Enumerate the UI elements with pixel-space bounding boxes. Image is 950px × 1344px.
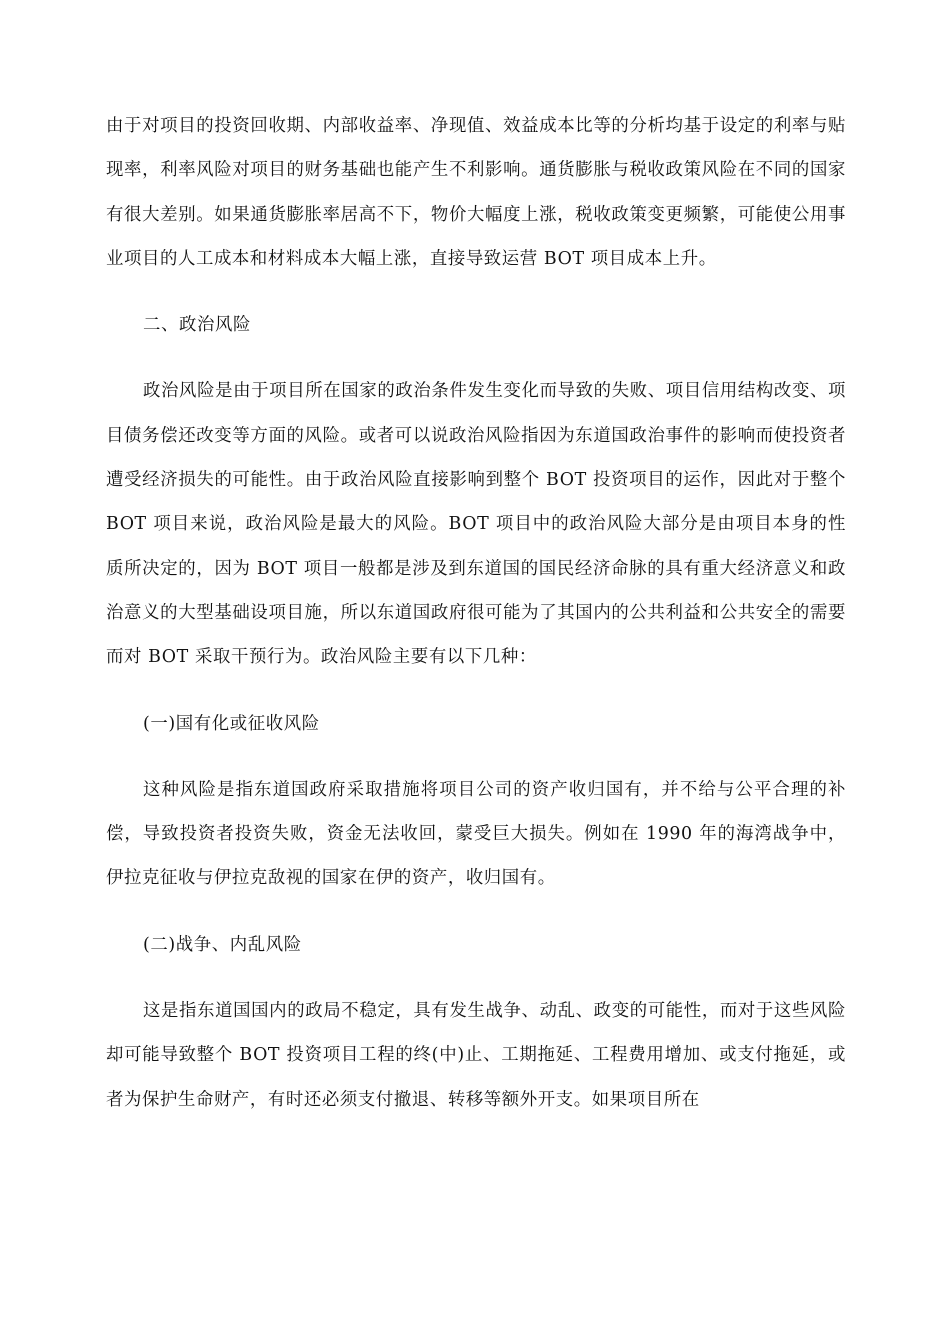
document-body bbox=[106, 104, 846, 1122]
subheading-war-unrest-risk: (二)战争、内乱风险 bbox=[143, 934, 302, 955]
section-heading-political-risk: 二、政治风险 bbox=[143, 315, 251, 336]
paragraph-nationalization-risk: 这种风险是指东道国政府采取措施将项目公司的资产收归国有，并不给与公平合理的补偿，导致投资者投资失败，资金无法收回，蒙受巨大损失。例如在 1990 年的海湾战争中，伊拉克征收与伊拉克敌视的国家在伊的资产，收归国有。 bbox=[106, 779, 846, 889]
paragraph-war-unrest-risk: 这是指东道国国内的政局不稳定，具有发生战争、动乱、政变的可能性，而对于这些风险却可能导致整个 BOT 投资项目工程的终(中)止、工期拖延、工程费用增加、或支付拖延，或者为保护生命财产，有时还必须支付撤退、转移等额外开支。如果项目所在 bbox=[106, 1001, 846, 1110]
paragraph-political-risk-definition: 政治风险是由于项目所在国家的政治条件发生变化而导致的失败、项目信用结构改变、项目债务偿还改变等方面的风险。或者可以说政治风险指因为东道国政治事件的影响而使投资者遭受经济损失的可能性。由于政治风险直接影响到整个 BOT 投资项目的运作，因此对于整个 BOT 项目来说，政治风险是最大的风险。BOT 项目中的政治风险大部分是由项目本身的性质所决定的，因为 BOT 项目一般都是涉及到东道国的国民经济命脉的具有重大经济意义和政治意义的大型基础设项目施，所以东道国政府很可能为了其国内的公共利益和公共安全的需要而对 BOT 采取干预行为。政治风险主要有以下几种： bbox=[106, 381, 846, 668]
paragraph-interest-inflation-tax-risk: 由于对项目的投资回收期、内部收益率、净现值、效益成本比等的分析均基于设定的利率与贴现率，利率风险对项目的财务基础也能产生不利影响。通货膨胀与税收政策风险在不同的国家有很大差别。如果通货膨胀率居高不下，物价大幅度上涨，税收政策变更频繁，可能使公用事业项目的人工成本和材料成本大幅上涨，直接导致运营 BOT 项目成本上升。 bbox=[106, 116, 846, 269]
subheading-nationalization-risk: (一)国有化或征收风险 bbox=[143, 713, 320, 734]
